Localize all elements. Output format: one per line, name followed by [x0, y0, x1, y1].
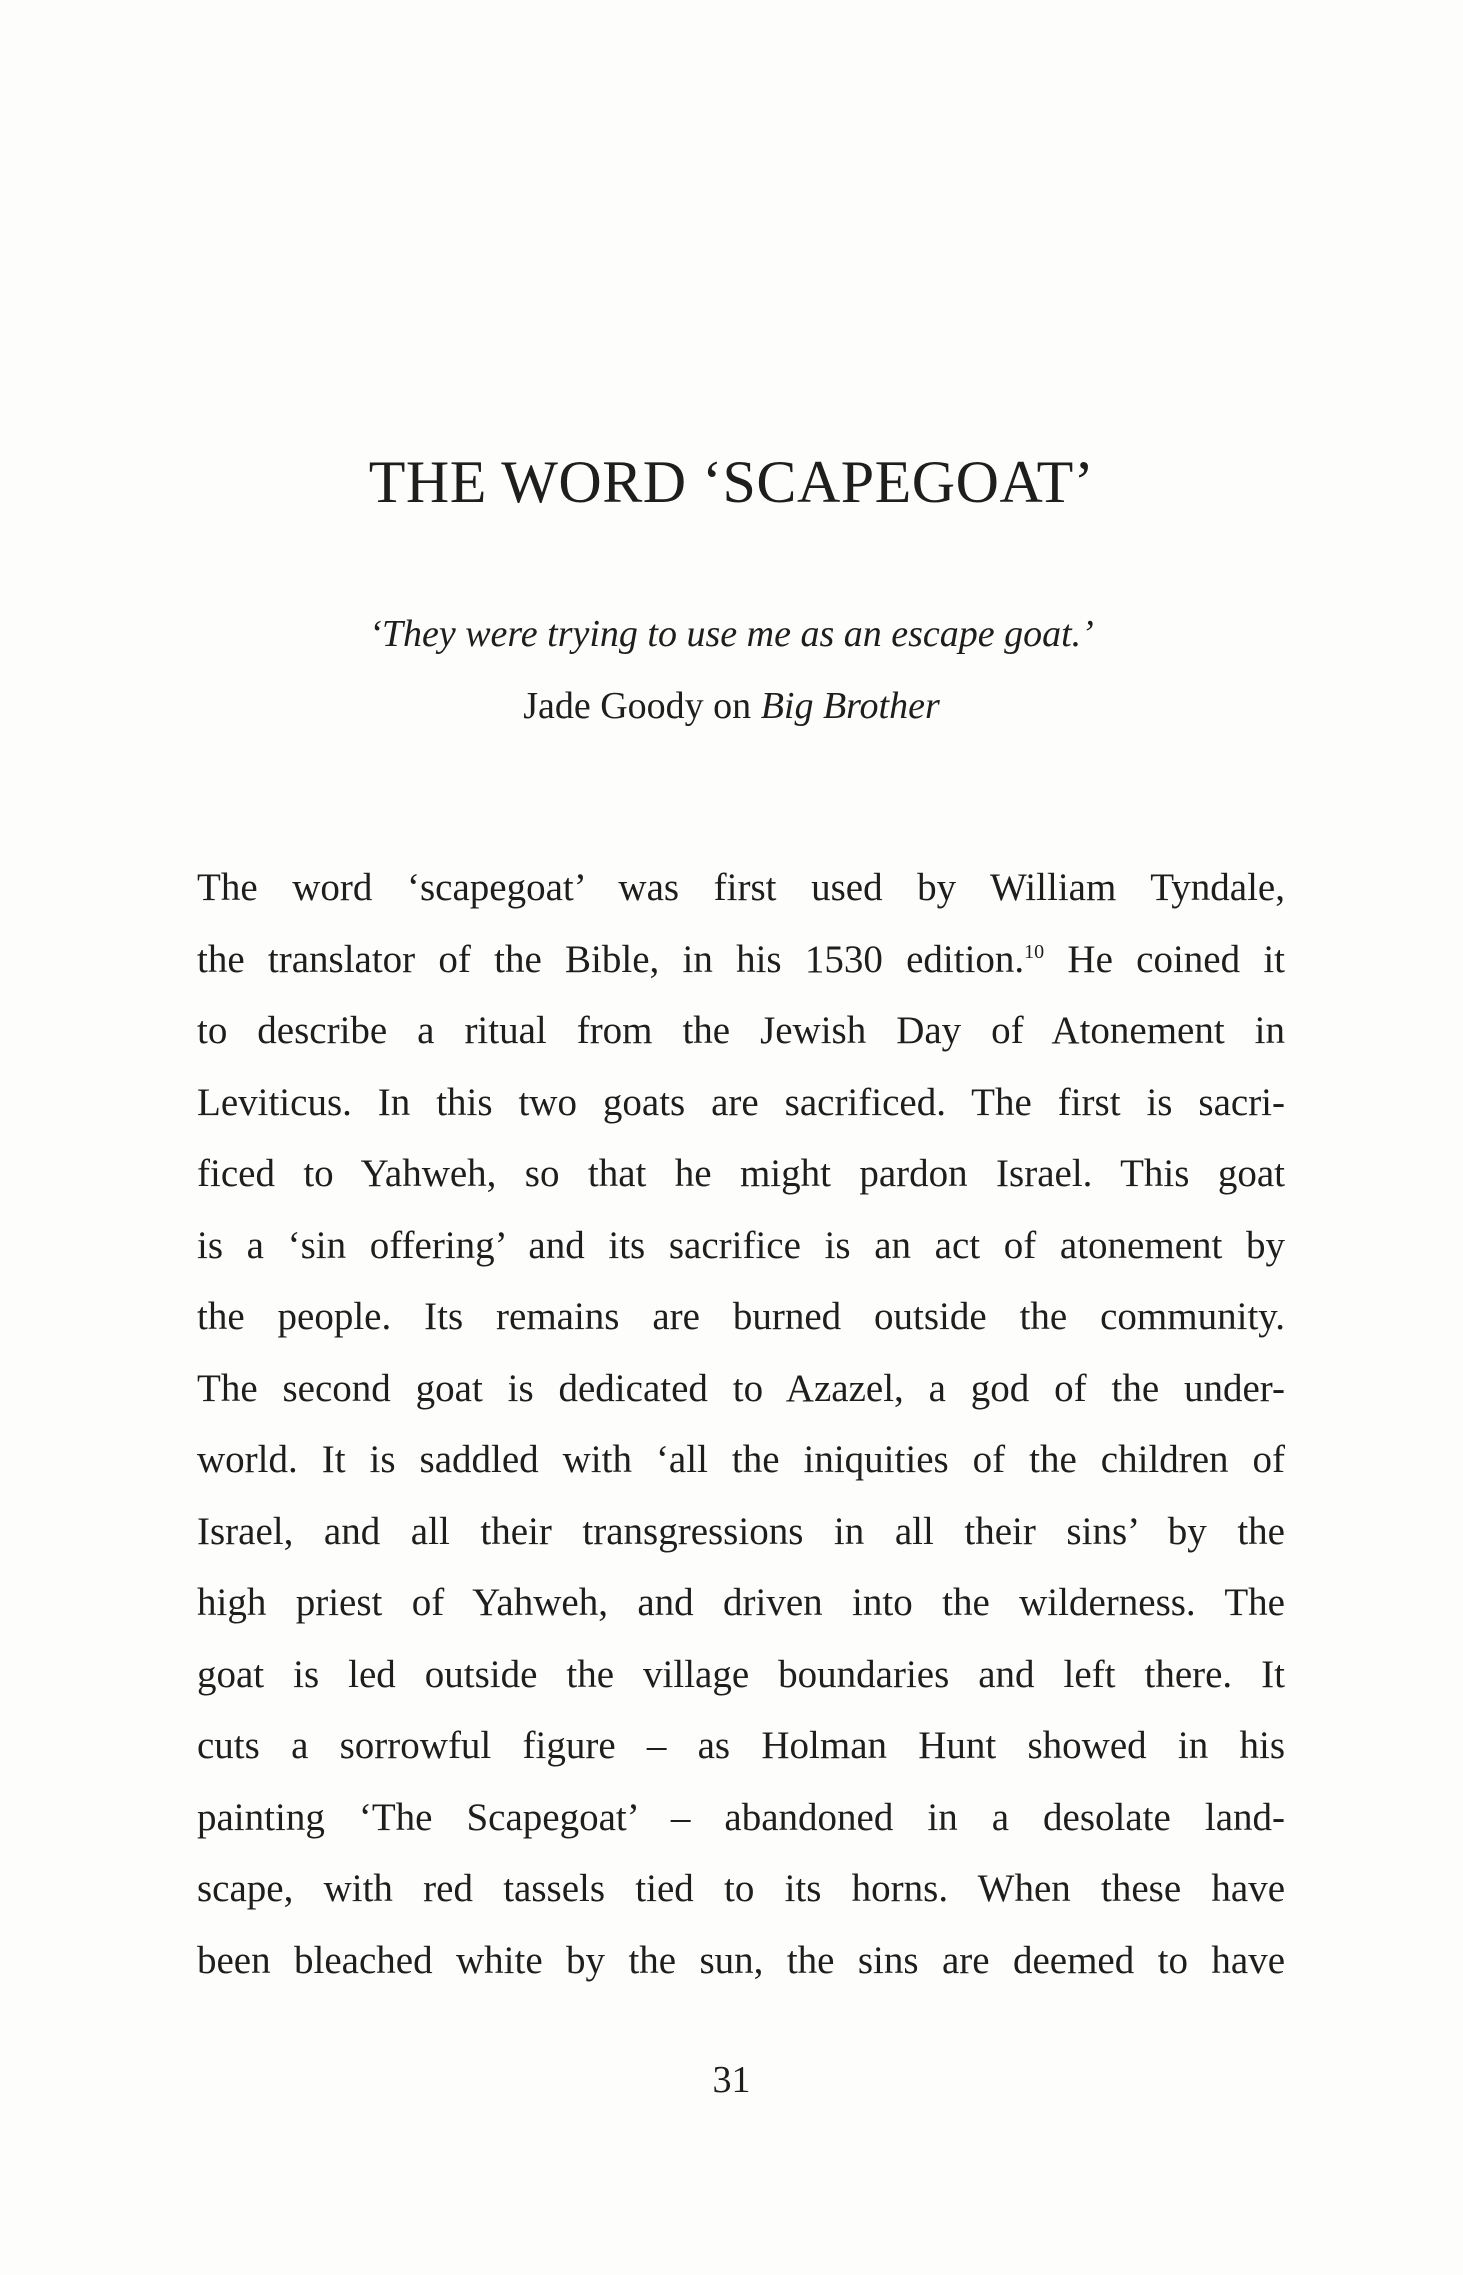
body-text — [197, 852, 1285, 1996]
text-line-1: The word ‘scapegoat’ was first used by William Tyndale, — [197, 866, 1285, 909]
text-line-12: goat is led outside the village boundaries and left there. It — [197, 1652, 1285, 1696]
text-line-16: been bleached white by the sun, the sins are deemed to have — [197, 1938, 1285, 1982]
attribution-prefix: Jade Goody on — [523, 685, 761, 727]
text-line-15: scape, with red tassels tied to its horns. When these have — [197, 1867, 1285, 1910]
chapter-title: THE WORD ‘SCAPEGOAT’ — [368, 449, 1095, 515]
text-line-14: painting ‘The Scapegoat’ – abandoned in a desolate land- — [197, 1795, 1285, 1839]
epigraph — [0, 598, 1463, 742]
text-line-9: world. It is saddled with ‘all the iniquities of the children of — [197, 1438, 1285, 1481]
text-line-4: Leviticus. In this two goats are sacrificed. The first is sacri- — [197, 1080, 1285, 1124]
text-line-13: cuts a sorrowful figure – as Holman Hunt showed in his — [197, 1724, 1285, 1767]
text-line-5: ficed to Yahweh, so that he might pardon Israel. This goat — [197, 1152, 1285, 1195]
page-number: 31 — [712, 2059, 751, 2101]
text-line-11: high priest of Yahweh, and driven into the wilderness. The — [197, 1581, 1285, 1624]
footnote-reference: 10 — [1024, 940, 1045, 963]
text-line-8: The second goat is dedicated to Azazel, a god of the under- — [197, 1366, 1285, 1410]
attribution-source: Big Brother — [760, 685, 940, 727]
epigraph-quote: ‘They were trying to use me as an escape goat.’ — [369, 613, 1094, 655]
text-line-2-main: the translator of the Bible, in his 1530 edition. — [197, 937, 1025, 981]
text-line-10: Israel, and all their transgressions in all their sins’ by the — [197, 1509, 1285, 1553]
text-line-3: to describe a ritual from the Jewish Day of Atonement in — [197, 1009, 1285, 1052]
text-line-6: is a ‘sin offering’ and its sacrifice is an act of atonement by — [197, 1223, 1285, 1267]
text-line-2-tail: He coined it — [1044, 937, 1286, 981]
epigraph-attribution — [0, 670, 1463, 742]
text-line-2 — [197, 924, 1285, 996]
text-line-7: the people. Its remains are burned outside the community. — [197, 1295, 1285, 1338]
